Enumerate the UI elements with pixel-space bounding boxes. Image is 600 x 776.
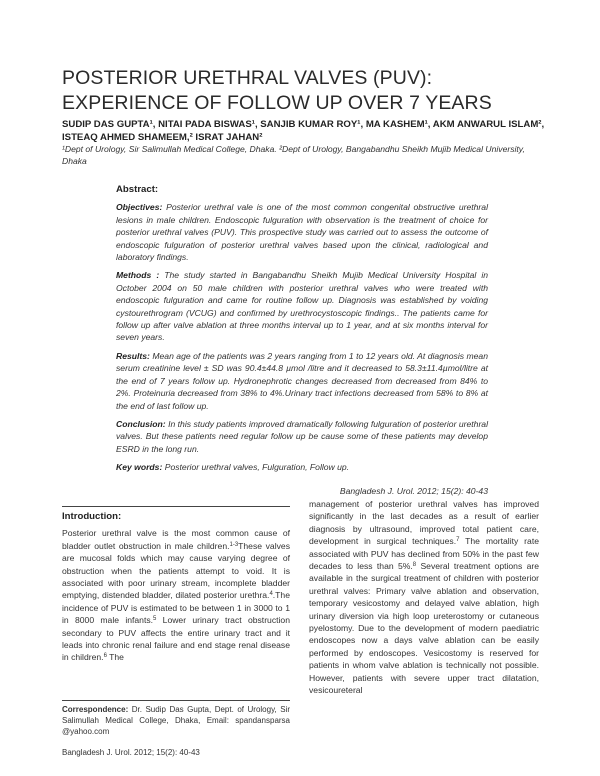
correspondence-note	[62, 704, 290, 737]
intro-text: management of posterior urethral valves has improved significantly in the last decades as a result of earlier diagnosis by ultrasound, improved total patient care, development in surgical techniques.	[309, 499, 539, 547]
keywords-label: Key words:	[116, 462, 163, 473]
abstract-objectives	[116, 201, 488, 263]
intro-text: Lower urinary tract obstruction secondary to PUV affects the entire urinary tract and it leads into chronic renal failure and end stage renal disease in children.	[62, 615, 290, 663]
paper-title: POSTERIOR URETHRAL VALVES (PUV): EXPERIENCE OF FOLLOW UP OVER 7 YEARS	[62, 67, 492, 114]
intro-text: These valves are mucosal folds which may cause varying degree of obstruction when the patients attempt to void. It is associated with poor urinary stream, incomplete bladder emptying, distended bladder, dilated posterior urethra.	[62, 540, 290, 601]
intro-text: Posterior urethral valve is the most common cause of bladder outlet obstruction in male children.	[62, 528, 290, 551]
intro-text: .The incidence of PUV is estimated to be between 1 in 3000 to 1 in 8000 male infants.	[62, 590, 290, 626]
results-text: Mean age of the patients was 2 years ranging from 1 to 12 years old. At diagnosis mean serum creatinine level ± SD was 90.4±44.8 µmol /litre and it decreased to 58.3±11.4µmol/litre at the end of 7 years follow up. Hydronephrotic changes decreased from decreased from 84% to 2%. Proteinuria decreased from 38% to 4%.Urinary tract infections decreased from 58% to 8% at the end of last follow up.	[116, 350, 488, 411]
abstract-section	[116, 184, 488, 480]
ref-superscript: 1-3	[229, 541, 239, 548]
intro-text: The	[106, 652, 124, 663]
results-label: Results:	[116, 350, 150, 361]
ref-superscript: 7	[456, 537, 460, 544]
journal-citation: Bangladesh J. Urol. 2012; 15(2): 40-43	[339, 486, 488, 496]
methods-text: The study started in Bangabandhu Sheikh Mujib Medical University Hospital in October 2004 on 50 male children with posterior urethral valves who were treated with endoscopic fulguration and came for routine follow up. Diagnosis was established by voiding cystourethrogram (VCUG) and confirmed by urethrocystoscopic findings.. The patients came for follow up after valve ablation at three months interval up to 1 year, and at six months interval for seven years.	[116, 270, 489, 343]
objectives-text: Posterior urethral vale is one of the most common congenital obstructive urethral lesions in male children. Endoscopic fulguration with observation is the treatment of choice for posterior urethral valves (PUV). This prospective study was carried out to assess the outcome of endoscopic fulguration of posterior urethral valves based upon the clinical, radiological and laboratory findings.	[116, 202, 488, 263]
conclusion-text: In this study patients improved dramatically following fulguration of posterior urethral valves. But these patients need regular follow up be cause some of these patients may develop ESRD in the long run.	[116, 418, 488, 454]
affiliations: ¹Dept of Urology, Sir Salimullah Medical College, Dhaka. ²Dept of Urology, Bangabandhu Sheikh Mujib Medical University, Dhaka	[62, 144, 525, 166]
conclusion-label: Conclusion:	[116, 418, 166, 429]
abstract-conclusion	[116, 418, 488, 455]
intro-text: The mortality rate associated with PUV has declined from 50% in the past few decades to less than 5%.	[309, 536, 539, 572]
intro-divider	[62, 506, 290, 507]
abstract-methods	[116, 269, 488, 343]
author-list: SUDIP DAS GUPTA¹, NITAI PADA BISWAS¹, SANJIB KUMAR ROY¹, MA KASHEM¹, AKM ANWARUL ISLAM², ISTEAQ AHMED SHAMEEM,² ISRAT JAHAN²	[62, 119, 545, 143]
keywords-text: Posterior urethral valves, Fulguration, Follow up.	[162, 462, 350, 473]
footnote-divider	[62, 700, 290, 701]
intro-left-column	[62, 508, 290, 664]
intro-paragraph	[62, 527, 290, 663]
abstract-results	[116, 350, 488, 412]
ref-superscript: 5	[153, 616, 157, 623]
ref-superscript: 8	[412, 562, 417, 569]
intro-heading: Introduction:	[62, 511, 122, 522]
ref-superscript: 6	[103, 653, 107, 660]
abstract-heading: Abstract:	[116, 184, 159, 195]
correspondence-label: Correspondence:	[62, 705, 129, 714]
methods-label: Methods :	[116, 270, 160, 281]
abstract-keywords	[116, 461, 488, 473]
correspondence-text: Dr. Sudip Das Gupta, Dept. of Urology, Sir Salimullah Medical College, Dhaka, Email: spandansparsa @yahoo.com	[62, 705, 290, 736]
ref-superscript: 4	[269, 591, 273, 598]
intro-right-column	[309, 498, 539, 697]
objectives-label: Objectives:	[116, 202, 163, 213]
page-footer: Bangladesh J. Urol. 2012; 15(2): 40-43	[62, 748, 200, 757]
intro-text: Several treatment options are available in the surgical treatment of children with posterior urethral valves: Primary valve ablation and observation, temporary vesicostomy and delayed valve ablation, high urinary diversion via high loop ureterostomy or cutaneous pyelostomy. Due to the development of modern paediatric endoscopes now a days valve ablation can be easily performed by endoscopes. Vesicostomy is reserved for patients in whom valve ablation is technically not possible. However, patients with severe upper tract dilatation, vesicoureteral	[309, 561, 539, 696]
